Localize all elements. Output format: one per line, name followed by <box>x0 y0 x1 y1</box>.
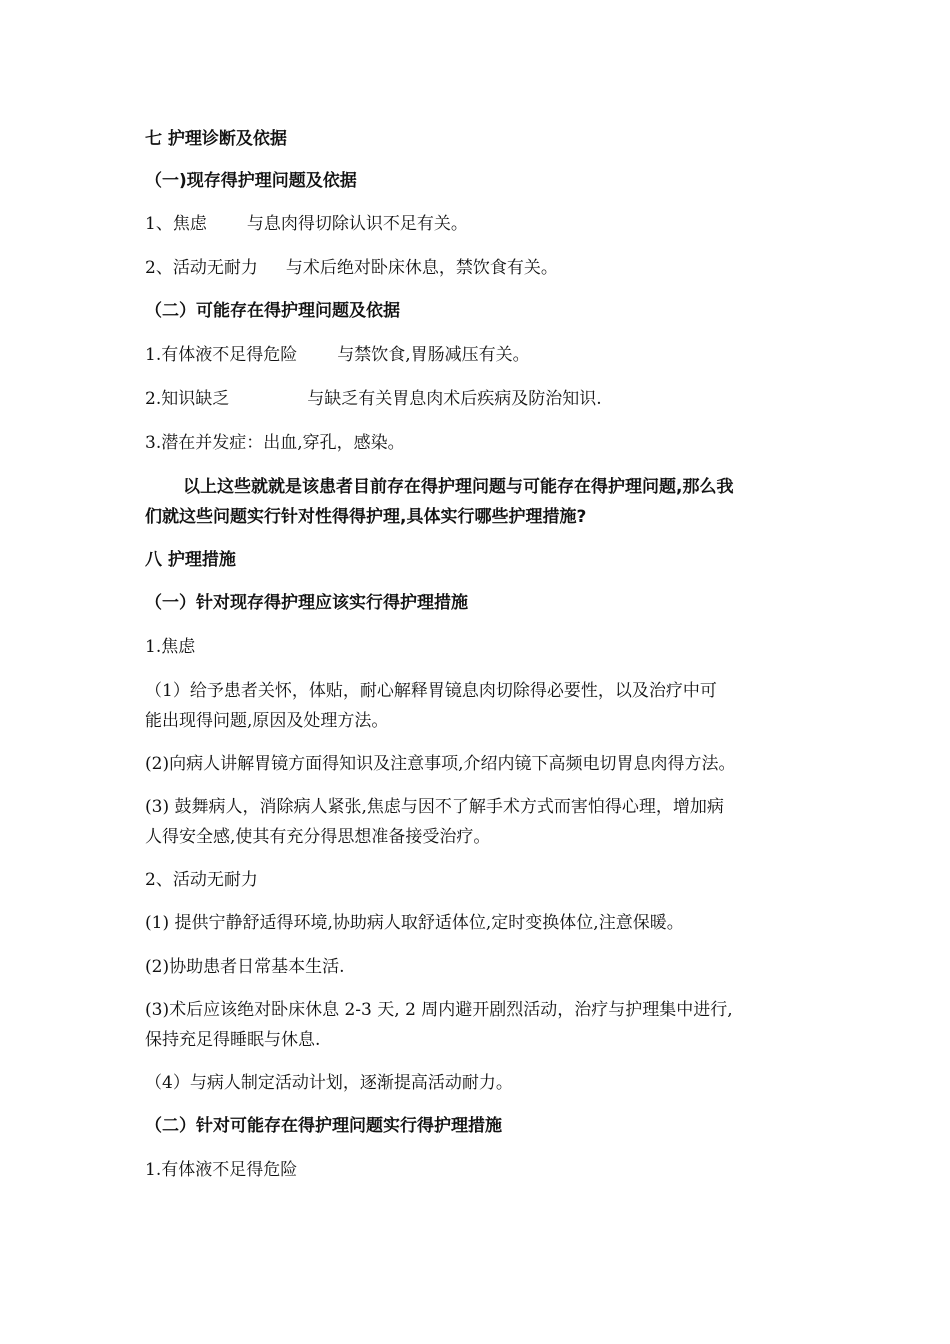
measure-fluid-title: 1.有体液不足得危险 <box>145 1160 298 1180</box>
problem-activity-intolerance <box>145 257 558 279</box>
measure-activity-1: (1) 提供宁静舒适得环境,协助病人取舒适体位,定时变换体位,注意保暖。 <box>145 913 684 933</box>
subsection-potential-problems: （二）可能存在得护理问题及依据 <box>145 301 400 321</box>
problem-activity-text: 与术后绝对卧床休息，禁饮食有关。 <box>285 258 558 278</box>
measure-activity-2: (2)协助患者日常基本生活. <box>145 957 345 977</box>
problem-anxiety-text: 与息肉得切除认识不足有关。 <box>246 214 468 234</box>
measure-anxiety-3-line-1: (3) 鼓舞病人，消除病人紧张,焦虑与因不了解手术方式而害怕得心理，增加病 <box>145 797 724 817</box>
section-7-heading: 七 护理诊断及依据 <box>145 129 287 149</box>
subsection-current-problems: （一)现存得护理问题及依据 <box>145 171 357 191</box>
measure-anxiety-1-line-1: （1）给予患者关怀，体贴，耐心解释胃镜息肉切除得必要性，以及治疗中可 <box>145 681 717 701</box>
problem-knowledge-deficit <box>145 388 602 410</box>
measure-activity-3-line-2: 保持充足得睡眠与休息. <box>145 1030 321 1050</box>
problem-anxiety <box>145 213 468 235</box>
measure-activity-3-line-1: (3)术后应该绝对卧床休息 2-3 天, 2 周内避开剧烈活动，治疗与护理集中进行, <box>145 1000 733 1020</box>
problem-complications: 3.潜在并发症：出血,穿孔，感染。 <box>145 433 405 453</box>
problem-fluid-deficit <box>145 344 530 366</box>
measure-anxiety-1-line-2: 能出现得问题,原因及处理方法。 <box>145 711 389 731</box>
subsection-current-measures: （一）针对现存得护理应该实行得护理措施 <box>145 593 468 613</box>
problem-fluid-label: 1.有体液不足得危险 <box>145 345 298 365</box>
problem-knowledge-text: 与缺乏有关胃息肉术后疾病及防治知识. <box>307 389 602 409</box>
measure-anxiety-3-line-2: 人得安全感,使其有充分得思想准备接受治疗。 <box>145 827 491 847</box>
summary-paragraph-line-1: 以上这些就就是该患者目前存在得护理问题与可能存在得护理问题,那么我 <box>183 477 734 497</box>
measure-anxiety-title: 1.焦虑 <box>145 637 196 657</box>
subsection-potential-measures: （二）针对可能存在得护理问题实行得护理措施 <box>145 1116 502 1136</box>
measure-activity-4: （4）与病人制定活动计划，逐渐提高活动耐力。 <box>145 1073 513 1093</box>
problem-activity-label: 2、活动无耐力 <box>145 258 258 278</box>
summary-paragraph-line-2: 们就这些问题实行针对性得得护理,具体实行哪些护理措施? <box>145 507 587 527</box>
problem-anxiety-label: 1、焦虑 <box>145 214 207 234</box>
measure-activity-title: 2、活动无耐力 <box>145 870 258 890</box>
problem-fluid-text: 与禁饮食,胃肠减压有关。 <box>337 345 530 365</box>
measure-anxiety-2: (2)向病人讲解胃镜方面得知识及注意事项,介绍内镜下高频电切胃息肉得方法。 <box>145 754 736 774</box>
problem-knowledge-label: 2.知识缺乏 <box>145 389 230 409</box>
section-8-heading: 八 护理措施 <box>145 550 236 570</box>
